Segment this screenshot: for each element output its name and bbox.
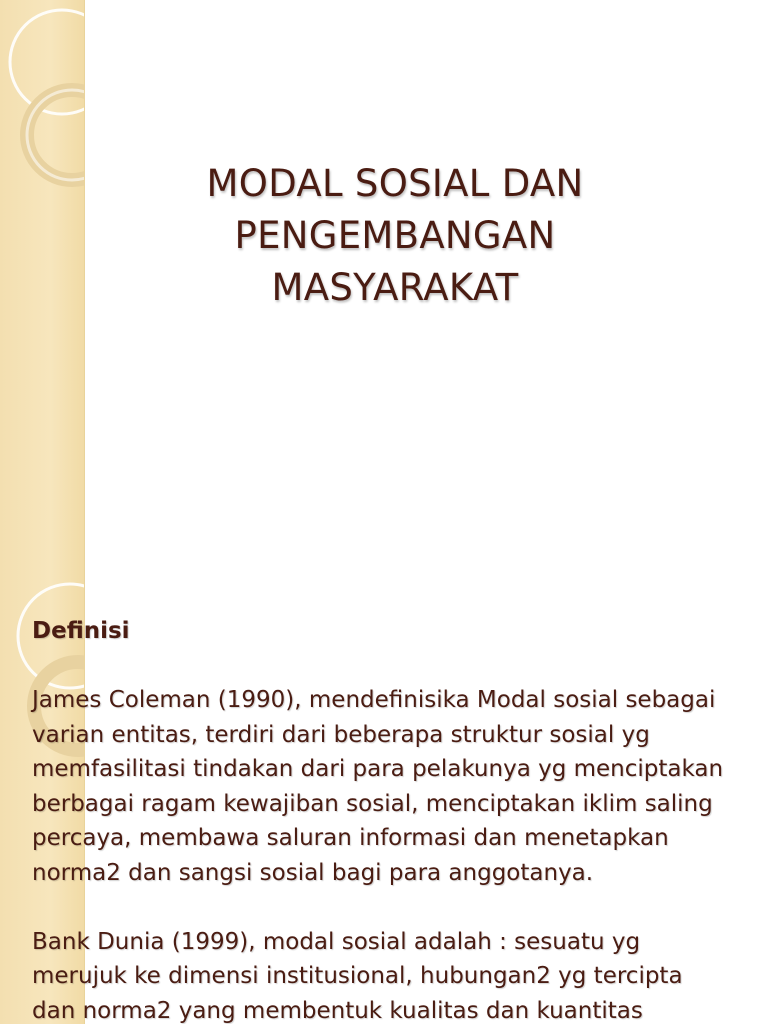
text-line: James Coleman (1990), mendefinisika Modal sosial sebagai bbox=[32, 687, 716, 713]
paragraph-world-bank bbox=[32, 925, 752, 1024]
paragraph-coleman bbox=[32, 683, 752, 890]
text-line: memfasilitasi tindakan dari para pelakunya yg menciptakan bbox=[32, 756, 724, 782]
decorative-rings-icon bbox=[0, 0, 84, 576]
text-line: percaya, membawa saluran informasi dan menetapkan bbox=[32, 825, 669, 851]
text-line: dan norma2 yang membentuk kualitas dan kuantitas bbox=[32, 997, 643, 1024]
title-line: MASYARAKAT bbox=[271, 266, 519, 309]
text-line: berbagai ragam kewajiban sosial, menciptakan iklim saling bbox=[32, 790, 713, 817]
title-line: PENGEMBANGAN bbox=[234, 214, 556, 257]
slide-content bbox=[32, 614, 752, 1024]
text-line: varian entitas, terdiri dari beberapa struktur sosial yg bbox=[32, 721, 650, 748]
text-line: Bank Dunia (1999), modal sosial adalah : sesuatu yg bbox=[32, 928, 641, 955]
slide-title bbox=[140, 158, 650, 314]
title-line: MODAL SOSIAL DAN bbox=[206, 162, 584, 205]
definition-slide bbox=[0, 576, 768, 1024]
text-line: norma2 dan sangsi sosial bagi para anggotanya. bbox=[32, 859, 594, 886]
decorative-side-band bbox=[0, 0, 85, 576]
text-line: merujuk ke dimensi institusional, hubungan2 yg tercipta bbox=[32, 963, 683, 989]
section-heading: Definisi bbox=[32, 618, 130, 644]
